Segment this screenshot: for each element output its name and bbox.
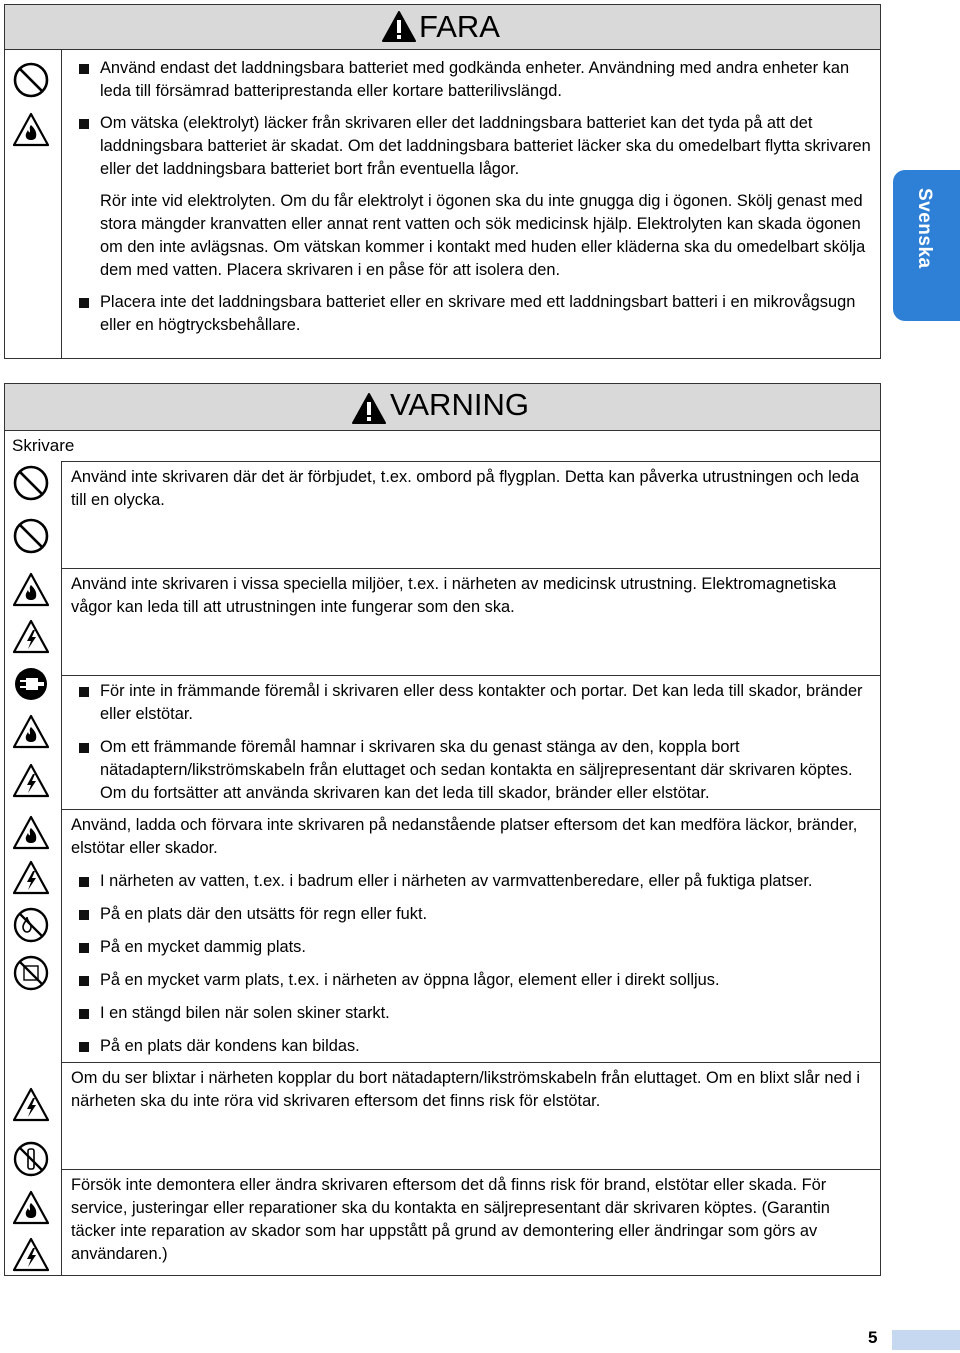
danger-item: Använd endast det laddningsbara batteriet med godkända enheter. Användning med andra enheter kan leda till försämrad batteriprestanda eller kortare batterilivslängd. <box>71 57 872 103</box>
warning-row <box>62 461 880 568</box>
section-row <box>5 431 880 461</box>
electric-shock-icon <box>13 619 49 655</box>
danger-item: Placera inte det laddningsbara batteriet eller en skrivare med ett laddningsbart batteri i en mikrovågsugn eller en högtrycksbehållare. <box>71 291 872 337</box>
danger-header <box>5 5 880 50</box>
fire-warning-icon <box>13 572 49 608</box>
warning-text: Om du ser blixtar i närheten kopplar du bort nätadaptern/likströmskabeln från eluttaget. Om en blixt slår ned i närheten ska du inte röra vid skrivaren eftersom det finns risk för elstötar. <box>71 1069 860 1110</box>
fire-warning-icon <box>13 112 49 148</box>
footer-bar <box>892 1330 960 1350</box>
electric-shock-icon <box>13 860 49 896</box>
no-humidity-icon <box>13 955 49 991</box>
warning-text: Använd, ladda och förvara inte skrivaren på nedanstående platser eftersom det kan medföra läckor, bränder, elstötar eller skador. <box>71 816 858 857</box>
electric-shock-icon <box>13 1087 49 1123</box>
warning-item: Om ett främmande föremål hamnar i skrivaren ska du genast stänga av den, koppla bort nätadaptern/likströmskabeln från eluttaget och sedan kontakta en säljrepresentant där skrivaren köptes. Om du fortsätter att använda skrivaren kan det leda till skador, bränder eller elstötar. <box>71 736 872 805</box>
warning-icon-column <box>5 461 62 1276</box>
language-tab <box>893 170 960 321</box>
no-water-icon <box>13 907 49 943</box>
danger-icon-column <box>5 50 62 359</box>
warning-row <box>62 675 880 809</box>
electric-shock-icon <box>13 763 49 799</box>
warning-row <box>62 1169 880 1276</box>
warning-text: Använd inte skrivaren där det är förbjudet, t.ex. ombord på flygplan. Detta kan påverka utrustningen och leda till en olycka. <box>71 468 860 509</box>
warning-triangle-icon <box>352 393 386 425</box>
warning-text: Försök inte demontera eller ändra skrivaren eftersom det då finns risk för brand, elstötar eller skada. För service, justeringar eller reparationer ska du kontakta en säljrepresentant där skrivaren köptes. (Garantin täcker inte reparation av skador som har uppstått på grund av demontering eller ändringar som görs av användaren.) <box>71 1176 830 1263</box>
danger-row <box>5 50 880 359</box>
warning-row <box>62 809 880 1062</box>
location-item: I en stängd bilen när solen skiner starkt. <box>71 1002 872 1025</box>
electric-shock-icon <box>13 1237 49 1273</box>
language-tab-label: Svenska <box>914 188 935 269</box>
danger-text <box>62 50 880 359</box>
prohibition-icon <box>13 518 49 554</box>
warning-table <box>4 383 881 1276</box>
warning-text-column <box>62 461 880 1276</box>
location-item: På en mycket dammig plats. <box>71 936 872 959</box>
electrolyte-note: Rör inte vid elektrolyten. Om du får elektrolyt i ögonen ska du inte gnugga dig i ögonen. Skölj genast med stora mängder kranvatten eller annat rent vatten och sök medicinsk hjälp. Elektrolyten kan skada ögonen om den inte avlägsnas. Om vätskan kommer i kontakt med huden eller kläderna ska du omedelbart skölja dem med vatten. Placera skrivaren i en påse för att isolera den. <box>100 192 866 279</box>
location-item: På en plats där den utsätts för regn eller fukt. <box>71 903 872 926</box>
location-item: På en mycket varm plats, t.ex. i närheten av öppna lågor, element eller i direkt solljus. <box>71 969 872 992</box>
location-item: På en plats där kondens kan bildas. <box>71 1035 872 1058</box>
fire-warning-icon <box>13 815 49 851</box>
location-item: I närheten av vatten, t.ex. i badrum eller i närheten av varmvattenberedare, eller på fuktiga platser. <box>71 870 872 893</box>
prohibition-icon <box>13 62 49 98</box>
warning-item: För inte in främmande föremål i skrivaren eller dess kontakter och portar. Det kan leda till skador, bränder eller elstötar. <box>71 680 872 726</box>
fire-warning-icon <box>13 1190 49 1226</box>
danger-title: FARA <box>419 9 500 44</box>
fire-warning-icon <box>13 714 49 750</box>
warning-row <box>62 1062 880 1169</box>
danger-table <box>4 4 881 359</box>
no-disassembly-icon <box>13 1141 49 1177</box>
warning-title: VARNING <box>390 387 529 422</box>
unplug-icon <box>13 666 49 702</box>
section-label: Skrivare <box>12 436 75 455</box>
warning-text: Använd inte skrivaren i vissa speciella miljöer, t.ex. i närheten av medicinsk utrustning. Elektromagnetiska vågor kan leda till att utrustningen inte fungerar som den ska. <box>71 575 837 616</box>
warning-row <box>62 568 880 675</box>
warning-triangle-icon <box>382 11 416 43</box>
prohibition-icon <box>13 465 49 501</box>
warning-header <box>5 384 880 431</box>
page-number: 5 <box>868 1328 878 1347</box>
danger-item: Om vätska (elektrolyt) läcker från skrivaren eller det laddningsbara batteriet kan det tyda på att det laddningsbara batteriet är skadat. Om det laddningsbara batteriet läcker ska du omedelbart flytta skrivaren eller det laddningsbara batteriet bort från eventuella lågor. <box>71 112 872 181</box>
